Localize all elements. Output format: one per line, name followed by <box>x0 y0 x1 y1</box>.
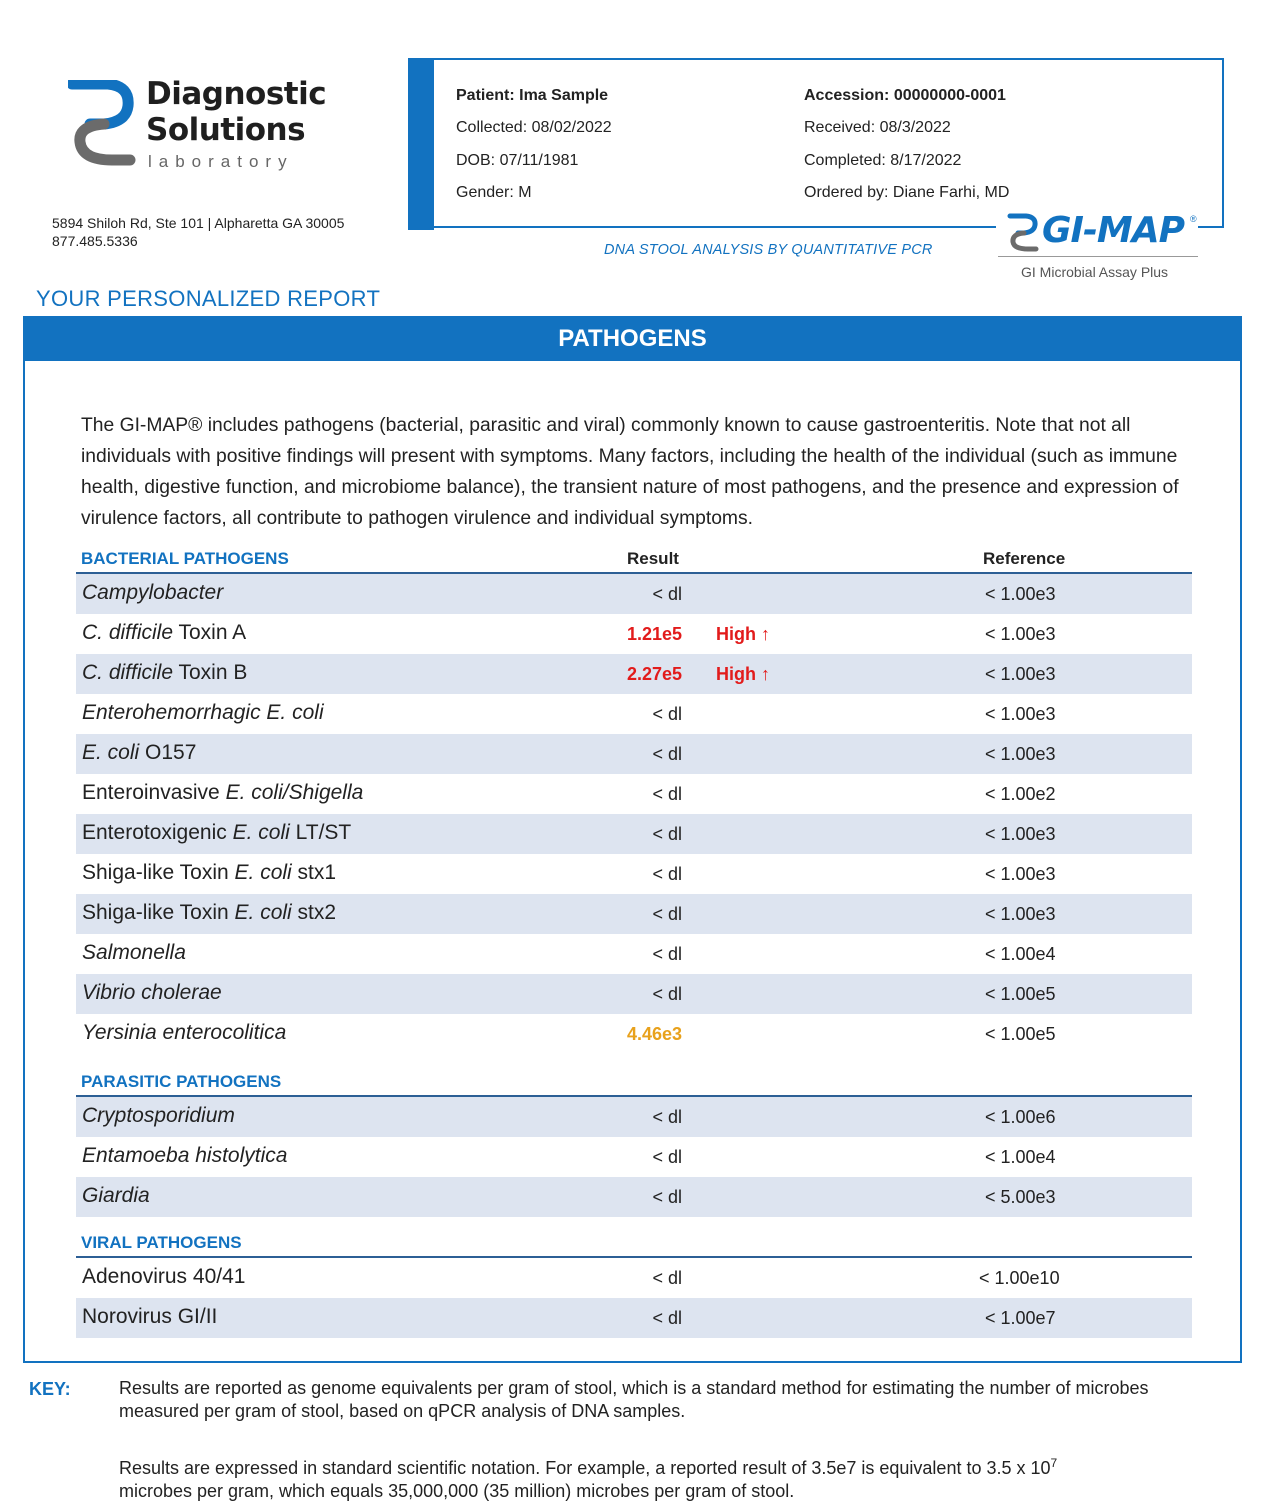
category-parasitic: PARASITIC PATHOGENS <box>81 1072 282 1091</box>
lab-logo-icon <box>68 80 138 170</box>
category-viral: VIRAL PATHOGENS <box>81 1233 242 1252</box>
result-value: < dl <box>652 944 682 964</box>
pathogen-name: E. coli O157 <box>82 741 197 764</box>
lab-address: 5894 Shiloh Rd, Ste 101 | Alpharetta GA 30005 <box>52 215 345 231</box>
table-row <box>76 814 1192 854</box>
table-row <box>76 614 1192 654</box>
pathogen-name: Vibrio cholerae <box>82 981 222 1004</box>
pathogen-name: Yersinia enterocolitica <box>82 1021 287 1044</box>
gimap-mark-icon <box>1006 212 1040 252</box>
result-value: < dl <box>652 824 682 844</box>
patient-name-field: Patient: Ima Sample <box>456 87 609 104</box>
dob-field: DOB: 07/11/1981 <box>456 152 579 169</box>
pathogen-name: Shiga-like Toxin E. coli stx2 <box>82 901 337 924</box>
result-value: < dl <box>652 784 682 804</box>
category-bacterial: BACTERIAL PATHOGENS <box>81 549 289 568</box>
reference-value: < 1.00e2 <box>985 784 1056 804</box>
pathogen-name: Enterohemorrhagic E. coli <box>82 701 324 724</box>
table-row <box>76 1137 1192 1177</box>
reference-value: < 1.00e3 <box>985 584 1056 604</box>
result-value: 2.27e5 <box>626 664 682 684</box>
reference-value: < 1.00e4 <box>985 944 1056 964</box>
result-value: < dl <box>652 584 682 604</box>
report-title: YOUR PERSONALIZED REPORT <box>36 286 381 311</box>
table-row <box>76 574 1192 614</box>
reference-value: < 1.00e3 <box>985 864 1056 884</box>
result-value: 1.21e5 <box>626 624 682 644</box>
reference-value: < 1.00e3 <box>985 824 1056 844</box>
result-value: < dl <box>652 864 682 884</box>
received-date: Received: 08/3/2022 <box>804 119 951 136</box>
table-row <box>76 934 1192 974</box>
pathogen-name: Giardia <box>82 1184 150 1207</box>
lab-phone: 877.485.5336 <box>52 233 138 249</box>
result-value: < dl <box>652 1147 682 1167</box>
reference-value: < 1.00e3 <box>985 664 1056 684</box>
table-row <box>76 1097 1192 1137</box>
pathogen-name: Norovirus GI/II <box>82 1305 218 1328</box>
table-row <box>76 894 1192 934</box>
result-value: < dl <box>652 1308 682 1328</box>
pathogen-name: Shiga-like Toxin E. coli stx1 <box>82 861 337 884</box>
pathogen-name: Salmonella <box>82 941 186 964</box>
patient-box-accent <box>408 58 434 230</box>
accession-field: Accession: 00000000-0001 <box>804 87 1006 104</box>
key-text-2: Results are expressed in standard scientific notation. For example, a reported result of 3.5e7 is equivalent to 3.5 x $10^7$ microbes per gram, which equals 35,000,000 (35 million) microbes per gram of stool. <box>119 1456 1058 1501</box>
gimap-logo-text: GI-MAP <box>1042 210 1184 251</box>
collected-date: Collected: 08/02/2022 <box>456 119 612 136</box>
result-value: < dl <box>652 704 682 724</box>
reference-value: < 1.00e5 <box>985 1024 1056 1044</box>
gender-field: Gender: M <box>456 184 532 201</box>
key-label: KEY: <box>29 1379 71 1399</box>
gimap-divider <box>998 256 1198 257</box>
intro-paragraph: The GI-MAP® includes pathogens (bacterial, parasitic and viral) commonly known to cause gastroenteritis. Note that not all individuals with positive findings will present with symptoms. Many factors, including the health of the individual (such as immune health, digestive function, and microbiome balance), the transient nature of most pathogens, and the presence and expression of virulence factors, all contribute to pathogen virulence and individual symptoms. <box>81 415 1179 529</box>
reference-value: < 1.00e3 <box>985 744 1056 764</box>
table-row <box>76 1258 1192 1298</box>
method-description: DNA STOOL ANALYSIS BY QUANTITATIVE PCR <box>604 242 933 258</box>
pathogen-name: Campylobacter <box>82 581 224 604</box>
table-row <box>76 1298 1192 1338</box>
reference-value: < 1.00e6 <box>985 1107 1056 1127</box>
key-text-1: Results are reported as genome equivalents per gram of stool, which is a standard method for estimating the number of microbes measured per gram of stool, based on qPCR analysis of DNA samples. <box>119 1378 1149 1421</box>
reference-value: < 1.00e3 <box>985 624 1056 644</box>
lab-name-sub: laboratory <box>148 152 294 171</box>
table-row <box>76 694 1192 734</box>
pathogen-name: C. difficile Toxin A <box>82 621 247 644</box>
pathogen-name: Cryptosporidium <box>82 1104 235 1127</box>
lab-name-line1: Diagnostic <box>146 76 327 112</box>
table-row <box>76 734 1192 774</box>
reference-value: < 1.00e3 <box>985 704 1056 724</box>
result-value: < dl <box>652 904 682 924</box>
result-value: < dl <box>652 1107 682 1127</box>
lab-name-line2: Solutions <box>146 112 306 148</box>
gimap-registered-mark: ® <box>1190 214 1197 224</box>
table-row <box>76 854 1192 894</box>
ordered-by: Ordered by: Diane Farhi, MD <box>804 184 1010 201</box>
reference-value: < 1.00e3 <box>985 904 1056 924</box>
column-header-result: Result <box>627 549 679 568</box>
patient-info-box <box>408 58 1224 228</box>
pathogen-name: Enteroinvasive E. coli/Shigella <box>82 781 364 804</box>
completed-date: Completed: 8/17/2022 <box>804 152 962 169</box>
table-row <box>76 1177 1192 1217</box>
table-row <box>76 1014 1192 1054</box>
result-value: 4.46e3 <box>626 1024 682 1044</box>
table-row <box>76 974 1192 1014</box>
pathogen-name: Entamoeba histolytica <box>82 1144 288 1167</box>
reference-value: < 1.00e4 <box>985 1147 1056 1167</box>
table-row <box>76 654 1192 694</box>
result-value: < dl <box>652 744 682 764</box>
high-flag: High ↑ <box>716 664 770 684</box>
column-header-reference: Reference <box>983 549 1066 568</box>
table-row <box>76 774 1192 814</box>
pathogen-name: Enterotoxigenic E. coli LT/ST <box>82 821 352 844</box>
pathogen-name: C. difficile Toxin B <box>82 661 248 684</box>
gimap-subtitle: GI Microbial Assay Plus <box>1021 264 1169 280</box>
reference-value: < 1.00e7 <box>985 1308 1056 1328</box>
reference-value: < 1.00e5 <box>985 984 1056 1004</box>
reference-value: < 1.00e10 <box>979 1268 1060 1288</box>
result-value: < dl <box>652 984 682 1004</box>
pathogen-name: Adenovirus 40/41 <box>82 1265 246 1288</box>
high-flag: High ↑ <box>716 624 770 644</box>
section-title: PATHOGENS <box>558 325 707 352</box>
result-value: < dl <box>652 1187 682 1207</box>
reference-value: < 5.00e3 <box>985 1187 1056 1207</box>
result-value: < dl <box>652 1268 682 1288</box>
